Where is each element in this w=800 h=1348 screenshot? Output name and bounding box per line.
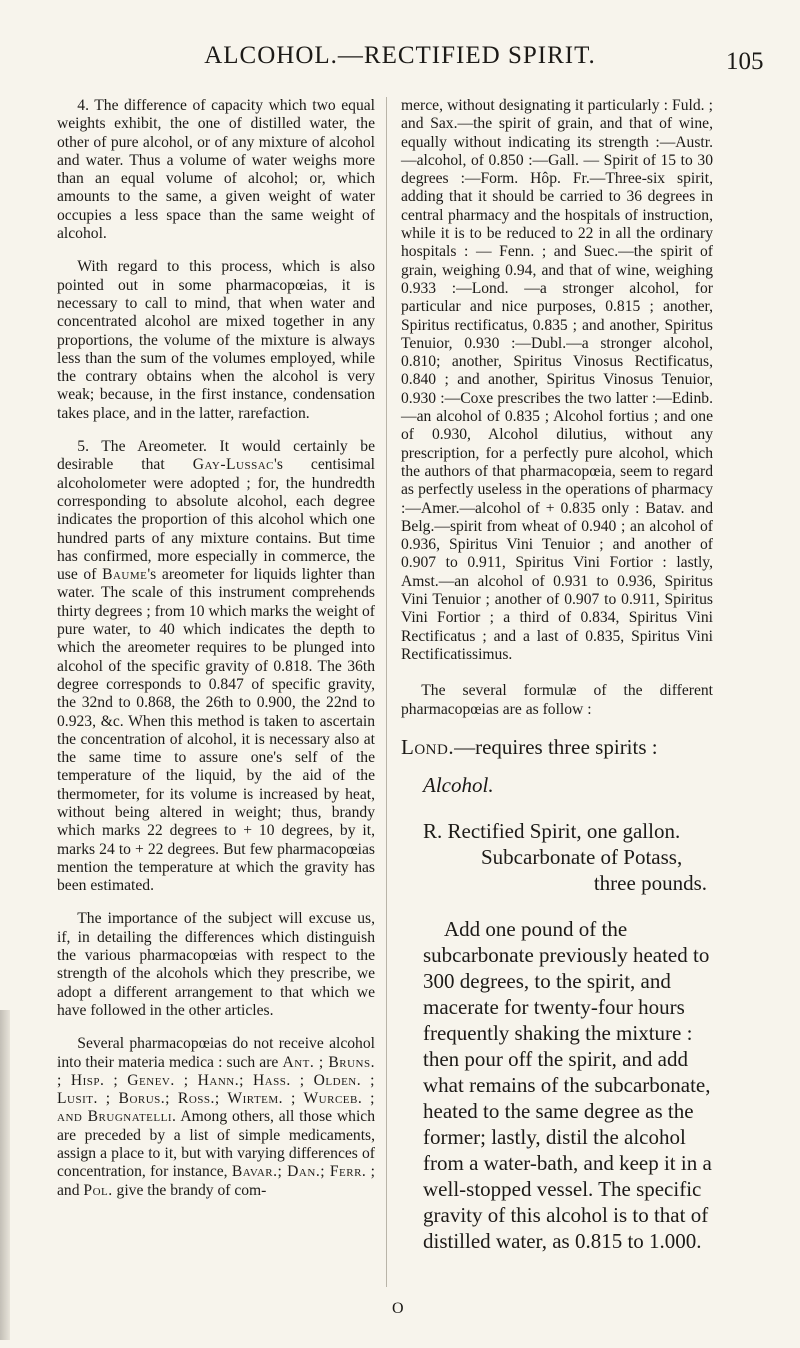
- paragraph-formulae-intro: The several formulæ of the different pharmacopœias are as follow :: [401, 682, 713, 718]
- areometer-text-3: 's areometer for liquids lighter than water. The scale of this instrument comprehends thirty degrees ; from 10 which marks the weight of pure water, to 40 which indicates the depth to which the areometer requires to be plunged into alcohol of the specific gravity of 0.818. The 36th degree corresponds to 0.847 of specific gravity, the 32nd to 0.868, the 26th to 0.900, the 22nd to 0.923, &c. When this method is taken to ascertain the concentration of alcohol, it is necessary also at the same time to assure one's self of the temperature of the liquid, by the aid of the thermometer, for its volume is increased by heat, without being altered in weight; thus, brandy which marks 22 degrees to + 10 degrees, by it, marks 24 to + 22 degrees. But few pharmacopœias mention the temperature at which the gravity has been estimated.: [57, 566, 375, 895]
- pharmacopoeias-text-2: Among others, all those which are preceded by a list of simple medicaments, assign a place to it, but with varying differences of concentration, for instance,: [57, 1108, 376, 1181]
- recipe-title: [401, 734, 713, 760]
- paragraph-pharmacopoeias: [57, 1035, 375, 1200]
- page-number: 105: [726, 48, 764, 75]
- pharmacopoeias-text-3: ; and: [57, 1163, 375, 1199]
- binding-shadow: [0, 1010, 10, 1340]
- signature-mark: O: [392, 1300, 404, 1317]
- paragraph-capacity: 4. The difference of capacity which two equal weights exhibit, the one of distilled water, the other of pure alcohol, or of any mixture of alcohol and water. Thus a volume of water weighs more than an equal volume of alcohol; or, which amounts to the same, a given weight of water occupies a less space than the same weight of alcohol.: [57, 97, 375, 243]
- ingredient-quantity: three pounds.: [593, 870, 707, 895]
- paragraph-strengths: merce, without designating it particularly : Fuld. ; and Sax.—the spirit of grain, and that of wine, equally without indicating its strength :—Austr.—alcohol, of 0.850 :—Gall. — Spirit of 15 to 30 degrees :—Form. Hôp. Fr.—Three-six spirit, adding that it should be carried to 36 degrees in central pharmacy and the hospitals of instruction, while it is to be reduced to 22 in all the ordinary hospitals : — Fenn. ; and Suec.—the spirit of grain, weighing 0.94, and that of wine, weighing 0.933 :—Lond. —a stronger alcohol, for particular and nice purposes, 0.815 ; another, Spiritus rectificatus, 0.835 ; and another, Spiritus Tenuior, 0.930 :—Dubl.—a stronger alcohol, 0.810; another, Spiritus Vinosus Rectificatus, 0.840 ; and another, Spiritus Vinosus Tenuior, 0.930 :—Coxe prescribes the two latter :—Edinb.—an alcohol of 0.835 ; Alcohol fortius ; and one of 0.930, Alcohol dilutius, without any prescription, for a perfectly pure alcohol, which the authors of that pharmacopœia, seem to regard as perfectly useless in the operations of pharmacy :—Amer.—alcohol of + 0.835 only : Batav. and Belg.—spirit from wheat of 0.940 ; an alcohol of 0.936, Spiritus Vini Tenuior ; and another of 0.907 to 0.911, Spiritus Vini Fortior : lastly, Amst.—an alcohol of 0.931 to 0.936, Spiritus Vini Tenuior ; another of 0.907 to 0.911, Spiritus Vini Fortior ; a third of 0.834, Spiritus Vini Rectificatus ; and a last of 0.835, Spiritus Vini Rectificatissimus.: [401, 97, 713, 663]
- recipe-ingredients: [401, 818, 713, 896]
- areometer-text-1: 5. The Areometer. It would certainly be desirable that: [57, 438, 375, 474]
- column-divider: [386, 97, 387, 1287]
- right-column: [401, 97, 713, 1269]
- paragraph-volume-contraction: With regard to this process, which is also pointed out in some pharmacopœias, it is necessary to call to mind, that when water and concentrated alcohol are mixed together in any proportions, the volume of the mixture is always less than the sum of the volumes employed, while the contrary obtains when the alcohol is very weak; because, in the first instance, condensation takes place, and in the latter, rarefaction.: [57, 258, 375, 422]
- recipe-title-abbr: Lond.: [401, 734, 455, 759]
- paragraph-importance: The importance of the subject will excuse us, if, in detailing the differences which distinguish the various pharmacopœias with respect to the strength of the alcohols which they prescribe, we adopt a different arrangement to that which we have followed in the other articles.: [57, 910, 375, 1019]
- name-baume: Baume: [102, 566, 148, 584]
- ingredient-potass: Subcarbonate of Potass,: [481, 844, 683, 869]
- recipe-method: Add one pound of the subcarbonate previously heated to 300 degrees, to the spirit, and macerate for twenty-four hours frequently shaking the mixture : then pour off the spirit, and add what remains of the subcarbonate, heated to the same degree as the former; lastly, distil the alcohol from a water-bath, and keep it in a well-stopped vessel. The specific gravity of this alcohol is to that of distilled water, as 0.815 to 1.000.: [423, 916, 712, 1253]
- pharmacopoeia-bavar-dan-ferr: Bavar.; Dan.; Ferr.: [231, 1163, 367, 1181]
- recipe-symbol: R.: [423, 818, 443, 843]
- recipe-block: [401, 734, 713, 1254]
- recipe-title-rest: —requires three spirits :: [454, 734, 658, 759]
- ingredient-spirit: Rectified Spirit, one gallon.: [442, 818, 681, 843]
- left-column: [57, 97, 375, 1215]
- pharmacopoeias-text-1: Several pharmacopœias do not receive alcohol into their materia medica : such are: [57, 1035, 375, 1071]
- pharmacopoeia-pol: Pol.: [83, 1181, 113, 1199]
- paragraph-areometer: [57, 438, 375, 895]
- pharmacopoeia-list: Ant. ; Bruns. ; Hisp. ; Genev. ; Hann.; Hass. ; Olden. ; Lusit. ; Borus.; Ross.; Wirtem. ; Wurceb. ; and Brugnatelli.: [57, 1053, 375, 1126]
- page-header: [0, 42, 800, 82]
- name-gay-lussac: Gay-Lussac: [192, 456, 275, 474]
- areometer-text-2: 's centisimal alcoholometer were adopted ; for, the hundredth corresponding to absolute alcohol, each degree indicates the proportion of this alcohol which one hundred parts of any mixture contains. But time has confirmed, more especially in commerce, the use of: [57, 456, 375, 584]
- recipe-heading: Alcohol.: [423, 772, 494, 797]
- pharmacopoeias-text-4: give the brandy of com-: [112, 1181, 267, 1199]
- running-title: ALCOHOL.—RECTIFIED SPIRIT.: [204, 42, 596, 69]
